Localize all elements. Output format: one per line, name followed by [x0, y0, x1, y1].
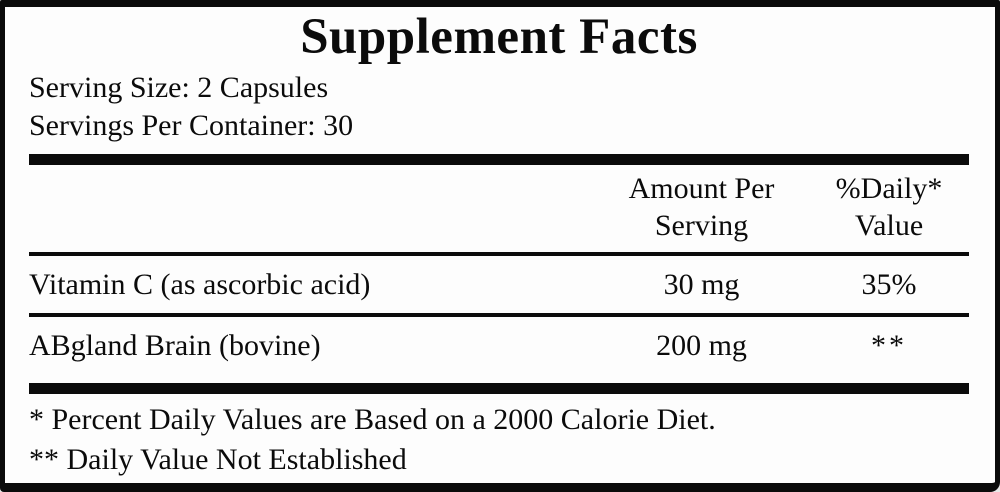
table-header-row — [29, 165, 969, 252]
dv-header-line1: %Daily* — [835, 172, 943, 206]
ingredient-amount: 30 mg — [663, 267, 740, 301]
footnote-daily-value-not-established: ** Daily Value Not Established — [29, 443, 407, 477]
ingredient-amount: 200 mg — [656, 328, 747, 362]
dv-header-line2: Value — [854, 209, 924, 243]
ingredient-name: Vitamin C (as ascorbic acid) — [29, 267, 371, 301]
servings-per-container-text: Servings Per Container: 30 — [29, 109, 354, 143]
ingredient-name: ABgland Brain (bovine) — [29, 328, 321, 362]
footnotes — [29, 400, 969, 480]
amount-per-serving-header — [594, 170, 809, 244]
ingredient-daily-value: 35% — [861, 267, 917, 301]
separator-bar-top — [29, 154, 969, 165]
daily-value-header — [809, 170, 969, 244]
table-row — [29, 256, 969, 313]
serving-info — [29, 69, 969, 145]
amount-header-line2: Serving — [654, 209, 749, 243]
serving-size-text: Serving Size: 2 Capsules — [29, 71, 329, 105]
panel-title: Supplement Facts — [300, 9, 698, 65]
table-row — [29, 317, 969, 374]
ingredient-daily-value: ** — [871, 328, 907, 362]
amount-header-line1: Amount Per — [628, 172, 775, 206]
separator-bar-bottom — [29, 383, 969, 394]
footnote-percent-daily-values: * Percent Daily Values are Based on a 2000 Calorie Diet. — [29, 403, 716, 437]
